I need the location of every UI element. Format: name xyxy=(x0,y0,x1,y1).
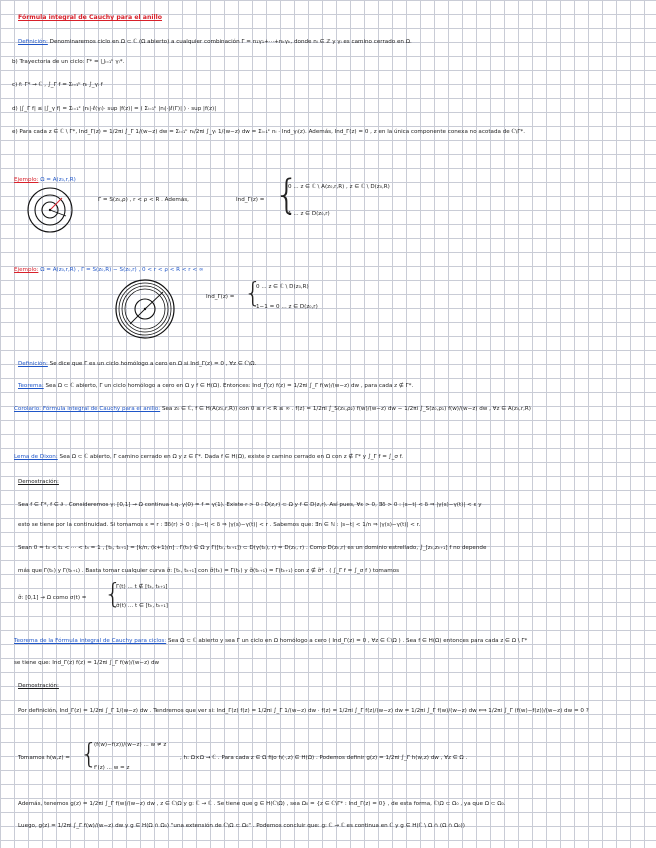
definition-label: Definición: xyxy=(18,39,48,45)
item-b: b) Trayectoria de un ciclo: Γ* = ⋃ᵢ₌₁ᵏ γᵢ*. xyxy=(12,59,125,65)
example-1-text: Γ = S(z₀,ρ) , r < ρ < R . Además, xyxy=(98,197,189,203)
theorem-cauchy-cycles xyxy=(14,638,527,645)
example-label: Ejemplo: xyxy=(14,267,39,273)
definition-text: Denominaremos ciclo en Ω ⊂ ℂ (Ω abierto) a cualquier combinación Γ = n₁γ₁+···+nₖγₖ, donde nᵢ ∈ ℤ y γᵢ es camino cerrado en Ω. xyxy=(49,39,412,45)
example-2-heading xyxy=(14,267,204,274)
proof-1-line: más que Γ(tₖ) y Γ(tₖ₊₁) . Basta tomar cualquier curva σ̃: [tₖ, tₖ₊₁] con σ̃(tₖ) = Γ(tₖ) y σ̃(tₖ₊₁) = Γ(tₖ₊₁) con z ∉ σ̃* . ( ∫_Γ f = ∫_σ f ) tomamos xyxy=(18,568,400,574)
example-domain: Ω = A(z₀,r,R) xyxy=(40,177,76,183)
proof-2-label: Demostración: xyxy=(18,683,59,689)
corollary-label: Corolario: Fórmula integral de Cauchy para el anillo: xyxy=(14,406,161,412)
example-label: Ejemplo: xyxy=(14,177,39,183)
definition-homologo xyxy=(18,361,256,368)
lemma-label: Lema de Dixon: xyxy=(14,454,58,460)
proof-1-label: Demostración: xyxy=(18,479,59,485)
theorem-label: Teorema: xyxy=(18,383,44,389)
index-label-1: Ind_Γ(z) = xyxy=(236,197,265,203)
proof-1-line: Sean 0 = t₀ < t₁ < ··· < tₙ = 1 , [tₖ, tₖ₊₁] = [k/n, (k+1)/n] . Γ(tₖ) ∈ Ω y Γ([tₖ, tₖ₊₁]) ⊂ D(γ(tₖ), r) = D(zₖ, r) . Como D(zₖ,r) es un dominio estrellado, ∫_[zₖ,zₖ₊₁] f no depende xyxy=(18,545,487,551)
example-1-heading xyxy=(14,177,76,184)
definition-ciclo xyxy=(18,39,412,46)
page-title: Fórmula integral de Cauchy para el anillo xyxy=(18,14,163,21)
corollary-text: Sea z₀ ∈ ℂ, f ∈ H(A(z₀,r,R)) con 0 ≤ r < R ≤ ∞ . f(z) = 1/2πi ∫_S(z₀,ρ₂) f(w)/(w−z) dw − 1/2πi ∫_S(z₀,ρ₁) f(w)/(w−z) dw , ∀z ∈ A(z₀,r,R) xyxy=(161,406,531,412)
case-2a: 0 ... z ∈ ℂ \ D(z₀,R) xyxy=(256,284,309,290)
brace-4: { xyxy=(80,737,98,770)
annulus-diagram-1 xyxy=(26,186,74,234)
theorem-text: Sea Ω ⊂ ℂ abierto y sea Γ un ciclo en Ω homólogo a cero ( Ind_Γ(z) = 0 , ∀z ∈ ℂ\Ω ) . Sea f ∈ H(Ω) entonces para cada z ∈ Ω \ Γ* xyxy=(167,638,528,644)
proof-1-line: Sea f ∈ Γ*, f ∈ ∂ . Consideremos γ: [0,1] → Ω continua t.q. γ(0) = f = γ(1). Existe r > 0 : D(z,r) ⊂ Ω y f ∈ D(z,r). Así pues, ∀ε > 0, ∃δ > 0 : |s−t| < δ ⇒ |γ(s)−γ(t)| < ε y xyxy=(18,502,482,508)
case-3a: Γ(t) ... t ∉ [tₖ, tₖ₊₁] xyxy=(116,584,168,590)
case-4b: f'(z) ... w = z xyxy=(94,765,130,771)
brace-3: { xyxy=(104,577,122,610)
example-domain: Ω = A(z₀,r,R) , Γ = S(z₀,R) − S(z₀,r) , 0 < r < ρ < R < r < ∞ xyxy=(40,267,204,273)
proof-2-line: , h: Ω×Ω → ℂ . Para cada z ∈ Ω fijo h(·,z) ∈ H(Ω) . Podemos definir g(z) = 1/2πi ∫_Γ h(w,z) dw , ∀z ∈ Ω . xyxy=(180,755,468,761)
item-e: e) Para cada z ∈ ℂ \ Γ*, Ind_Γ(z) = 1/2πi ∫_Γ 1/(w−z) dw = Σᵢ₌₁ᵏ nᵢ/2πi ∫_γᵢ 1/(w−z) dw = Σᵢ₌₁ᵏ nᵢ · Ind_γᵢ(z). Además, Ind_Γ(z) = 0 , z en la única componente conexa no acotada de ℂ\Γ*. xyxy=(12,129,525,135)
proof-2-line: Además, tenemos g(z) = 1/2πi ∫_Γ f(w)/(w−z) dw , z ∈ ℂ\Ω y g: ℂ → ℂ . Se tiene que g ∈ H(ℂ\Ω) , sea Ω₀ = {z ∈ ℂ\Γ* : Ind_Γ(z) = 0} , de esta forma, ℂ\Ω ⊂ Ω₀ , ya que Ω ⊂ Ω₀. xyxy=(18,801,506,807)
theorem-label: Teorema de la Fórmula integral de Cauchy para ciclos: xyxy=(14,638,167,644)
proof-2-line: Por definición, Ind_Γ(z) = 1/2πi ∫_Γ 1/(w−z) dw . Tendremos que ver si: Ind_Γ(z) f(z) = 1/2πi ∫_Γ 1/(w−z) dw · f(z) = 1/2πi ∫_Γ f(z)/(w−z) dw = 1/2πi ∫_Γ f(w)/(w−z) dw ⟺ 1/2πi ∫_Γ (f(w)−f(z))/(w−z) dw = 0 ? xyxy=(18,708,589,714)
annulus-diagram-2 xyxy=(114,278,176,340)
theorem-cauchy-cycles-line: se tiene que: Ind_Γ(z) f(z) = 1/2πi ∫_Γ f(w)/(w−z) dw xyxy=(14,660,160,666)
definition-label: Definición: xyxy=(18,361,48,367)
definition-text: Se dice que Γ es un ciclo homólogo a cero en Ω si Ind_Γ(z) = 0 , ∀z ∈ ℂ\Ω. xyxy=(49,361,257,367)
case-3b: σ̃(t) ... t ∈ [tₖ, tₖ₊₁] xyxy=(116,603,168,609)
item-c: c) f: Γ* → ℂ , ∫_Γ f = Σᵢ₌₁ᵏ nᵢ ∫_γᵢ f xyxy=(12,82,103,88)
item-d: d) |∫_Γ f| ≤ |∫_γ f| = Σᵢ₌₁ᵏ |nᵢ|·ℓ(γᵢ)· sup |f(z)| = ( Σᵢ₌₁ᵏ |nᵢ|·|ℓ(Γ)| ) · sup |f(z)| xyxy=(12,106,217,112)
proof-1-line: σ̃: [0,1] → Ω como σ(t) = xyxy=(18,595,87,601)
case-1a: 0 ... z ∈ ℂ \ A(z₀,r,R) , z ∈ ℂ \ D(z₀,R) xyxy=(288,184,390,190)
brace-1: { xyxy=(274,172,300,218)
brace-2: { xyxy=(244,276,262,309)
index-label-2: Ind_Γ(z) = xyxy=(206,294,235,300)
proof-1-line: esto se tiene por la continuidad. Si tomamos ε = r : ∃δ(r) > 0 : |s−t| < δ ⇒ |γ(s)−γ(t)| < r . Sabemos que: ∃n ∈ ℕ : |s−t| < 1/n ⇒ |γ(s)−γ(t)| < r. xyxy=(18,522,421,528)
lemma-text: Sea Ω ⊂ ℂ abierto, Γ camino cerrado en Ω y z ∈ Γ*. Dada f ∈ H(Ω), existe σ camino cerrado en Ω con z ∉ Γ* y ∫_Γ f = ∫_σ f. xyxy=(59,454,404,460)
lemma-dixon xyxy=(14,454,403,461)
proof-2-line: Luego, g(z) = 1/2πi ∫_Γ f(w)/(w−z) dw y g ∈ H(Ω ∩ Ω₀) "una extensión de ℂ\Ω ⊂ Ω₀" . Podemos concluir que: g: ℂ → ℂ es continua en ℂ y g ∈ H(ℂ \ Ω ∩ (Ω ∩ Ω₀)) xyxy=(18,823,465,829)
case-1b: 1 ... z ∈ D(z₀,r) xyxy=(288,211,330,217)
corollary xyxy=(14,406,531,413)
theorem-text: Sea Ω ⊂ ℂ abierto, Γ un ciclo homólogo a cero en Ω y f ∈ H(Ω). Entonces: Ind_Γ(z) f(z) = 1/2πi ∫_Γ f(w)/(w−z) dw , para cada z ∉ Γ*. xyxy=(45,383,414,389)
theorem xyxy=(18,383,413,390)
case-2b: 1−1 = 0 ... z ∈ D(z₀,r) xyxy=(256,304,318,310)
case-4a: (f(w)−f(z))/(w−z) ... w ≠ z xyxy=(94,742,167,748)
proof-2-line: Tomamos h(w,z) = xyxy=(18,755,70,761)
